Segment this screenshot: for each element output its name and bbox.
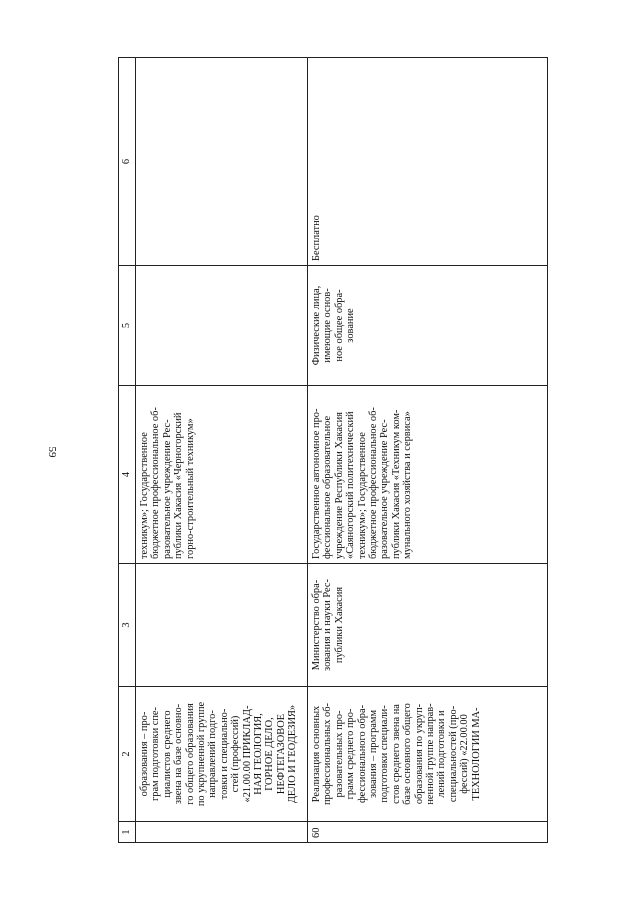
cell-line: ное общее обра- <box>333 289 345 362</box>
header-col-4: 4 <box>119 386 136 564</box>
cell-line: ТЕХНОЛОГИИ МА- <box>470 707 482 801</box>
cell-line: профессиональных об- <box>322 703 334 805</box>
cell-line: грамм среднего про- <box>345 708 357 800</box>
cell-line: ГОРНОЕ ДЕЛО, <box>264 717 276 791</box>
cell-line: Бесплатно <box>311 215 322 261</box>
header-row <box>119 58 136 843</box>
cell-line: бюджетное профессиональное об- <box>150 407 162 559</box>
services-table <box>118 57 548 843</box>
header-col-6: 6 <box>119 58 136 266</box>
cell-line: публики Хакасия «Черногорский <box>173 412 185 559</box>
cell-line: товки и специально- <box>218 708 230 800</box>
cell-line: НЕФТЕГАЗОВОЕ <box>275 713 287 795</box>
cell-line: зование <box>345 308 357 343</box>
cell-line: циалистов среднего <box>161 710 173 798</box>
table-row <box>136 58 308 843</box>
cell-line: подготовки специали- <box>379 705 391 803</box>
cell-line: ДЕЛО И ГЕОДЕЗИЯ» <box>287 704 299 804</box>
cell-line: имеющие основ- <box>322 288 334 363</box>
cell-line: лений подготовки и <box>436 710 448 798</box>
cell-line: «21.00.00 ПРИКЛАД- <box>241 705 253 803</box>
row-number <box>136 822 308 843</box>
header-col-5: 5 <box>119 266 136 386</box>
cell-line: фессиональное образовательное <box>322 415 334 559</box>
rotated-table-wrapper <box>118 58 548 843</box>
cell-line: НАЯ ГЕОЛОГИЯ, <box>253 713 265 795</box>
cell-line: Физические лица, <box>311 285 322 366</box>
cell-line: разовательных про- <box>333 710 345 798</box>
institution-cell <box>308 386 548 564</box>
cell-line: бюджетное профессиональное об- <box>368 407 380 559</box>
header-col-1: 1 <box>119 822 136 843</box>
page-number: 59 <box>46 446 58 458</box>
cell-line: ненной группе направ- <box>425 703 437 805</box>
recipients-cell <box>136 266 308 386</box>
cell-line: Реализация основных <box>311 705 322 803</box>
cell-line: базе основного общего <box>402 703 414 805</box>
cell-line: техникум»; Государственное <box>139 432 150 559</box>
cell-line: звена на базе основно- <box>173 703 185 805</box>
cell-line: специальностей (про- <box>447 705 459 803</box>
cell-line: публики Хакасия <box>333 586 345 664</box>
service-name-cell <box>308 687 548 822</box>
payment-cell <box>136 58 308 266</box>
table-row <box>308 58 548 843</box>
header-col-3: 3 <box>119 564 136 687</box>
row-number: 60 <box>308 822 548 843</box>
authority-cell <box>136 564 308 687</box>
cell-line: мунального хозяйства и сервиса» <box>402 411 414 559</box>
cell-line: разовательное учреждение Рес- <box>379 419 391 559</box>
cell-line: стов среднего звена на <box>390 704 402 804</box>
cell-line: публики Хакасия «Техникум ком- <box>390 409 402 559</box>
cell-line: горно-строительный техникум» <box>184 418 196 559</box>
payment-cell <box>308 58 548 266</box>
institution-cell <box>136 386 308 564</box>
cell-line: го общего образования <box>184 703 196 805</box>
cell-line: по укрупненной группе <box>196 701 208 807</box>
cell-line: фессионального обра- <box>356 704 368 804</box>
cell-line: Государственное автономное про- <box>311 408 322 559</box>
cell-line: зования – программ <box>368 709 380 799</box>
cell-line: техникум»; Государственное <box>356 432 368 559</box>
cell-line: Министерство обра- <box>311 579 322 671</box>
cell-line: учреждение Республики Хакасия <box>333 412 345 559</box>
authority-cell <box>308 564 548 687</box>
cell-line: грам подготовки спе- <box>150 707 162 802</box>
cell-line: стей (профессий) <box>230 715 242 793</box>
cell-line: фессий) «22.00.00 <box>459 714 471 794</box>
header-col-2: 2 <box>119 687 136 822</box>
recipients-cell <box>308 266 548 386</box>
service-name-cell <box>136 687 308 822</box>
cell-line: направлений подго- <box>207 710 219 798</box>
cell-line: разовательное учреждение Рес- <box>161 419 173 559</box>
cell-line: зования и науки Рес- <box>322 579 334 671</box>
cell-line: образования по укруп- <box>413 703 425 805</box>
cell-line: «Саяногорский политехнический <box>345 411 357 559</box>
cell-line: образования – про- <box>139 711 150 797</box>
